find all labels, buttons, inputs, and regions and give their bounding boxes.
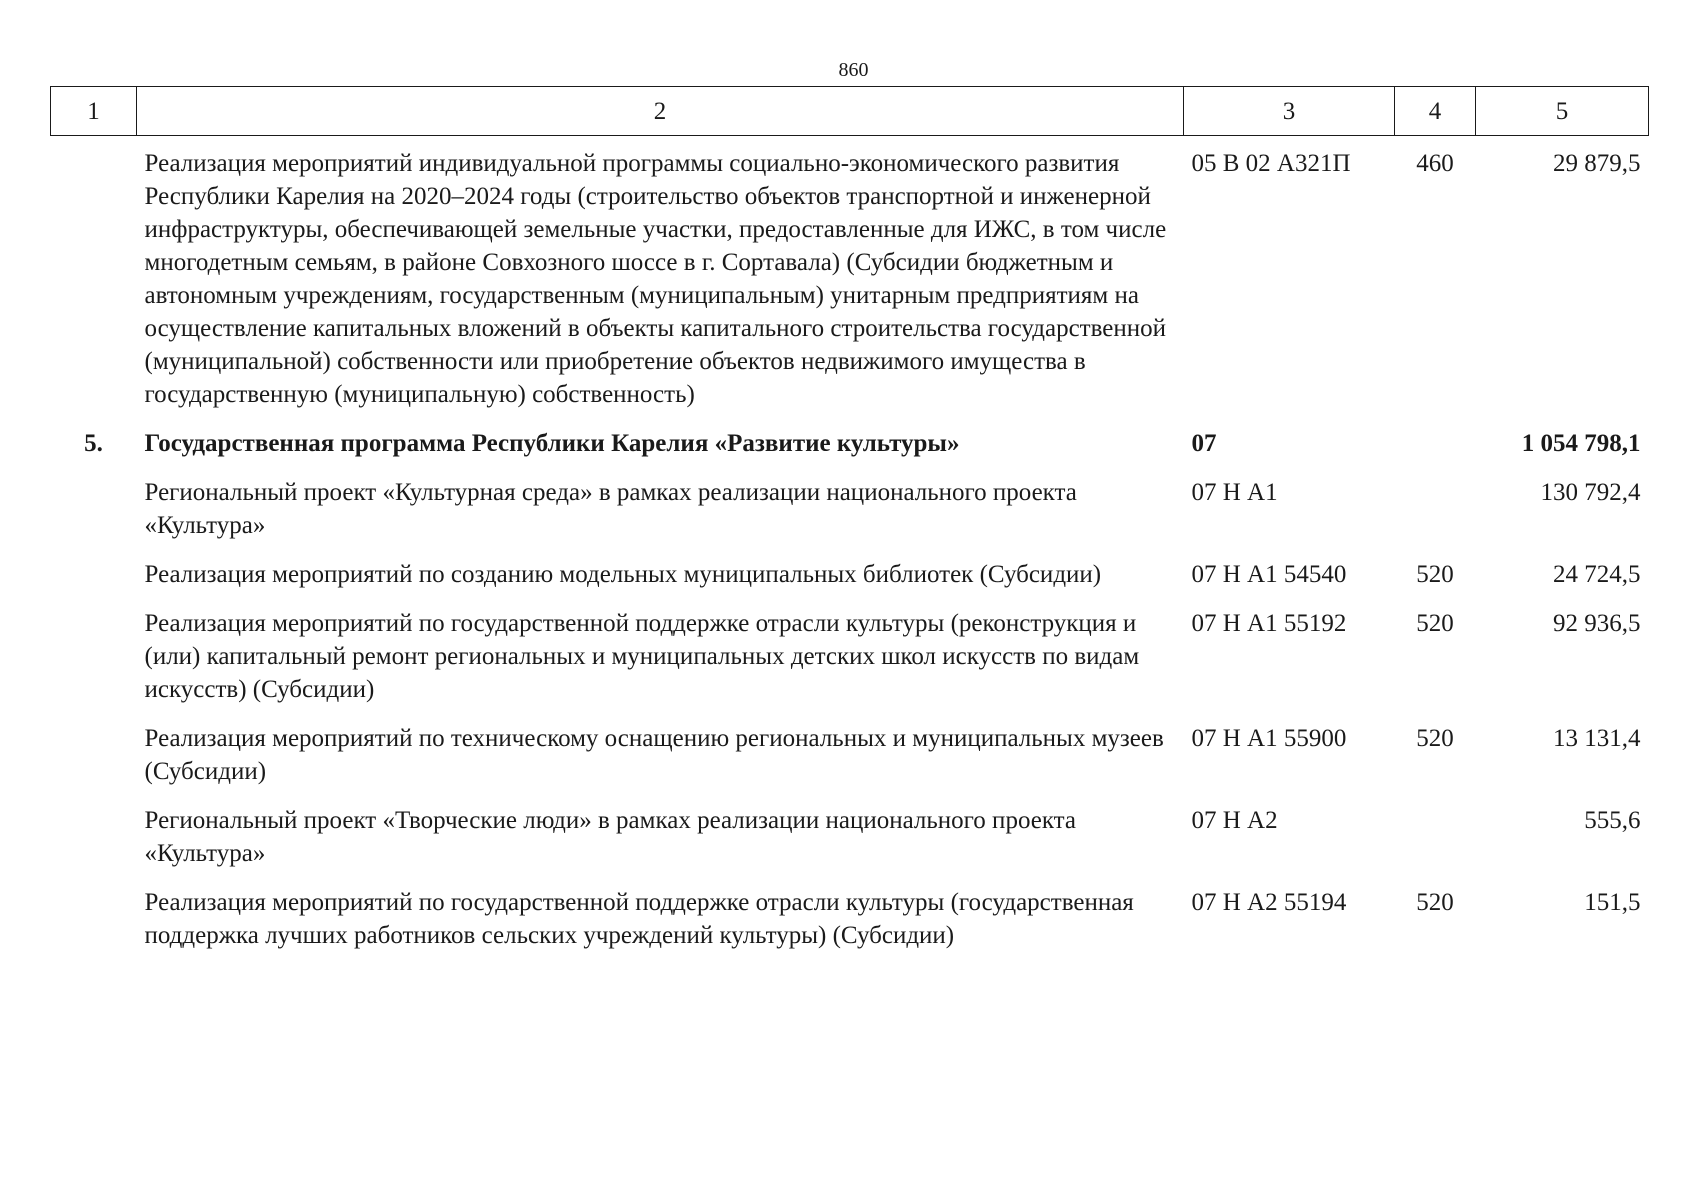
row-number <box>51 476 137 558</box>
row-name: Региональный проект «Культурная среда» в рамках реализации национального проекта «Культура» <box>144 479 1077 539</box>
row-number <box>51 558 137 607</box>
row-number <box>51 722 137 804</box>
table-row <box>51 558 1649 607</box>
row-name: Государственная программа Республики Карелия «Развитие культуры» <box>144 430 960 457</box>
table-row <box>51 886 1649 968</box>
budget-table <box>50 86 1649 968</box>
table-row <box>51 427 1649 476</box>
row-amount: 1 054 798,1 <box>1521 430 1641 457</box>
table-body <box>51 136 1649 969</box>
row-expense-type: 520 <box>1416 725 1454 752</box>
row-expense-type <box>1395 804 1476 886</box>
row-code: 05 В 02 А321П <box>1191 150 1351 177</box>
row-number: 5. <box>84 430 103 457</box>
row-name: Реализация мероприятий по созданию модельных муниципальных библиотек (Субсидии) <box>144 561 1102 588</box>
row-name: Региональный проект «Творческие люди» в рамках реализации национального проекта «Культура» <box>144 807 1076 867</box>
row-amount: 151,5 <box>1584 889 1641 916</box>
page-number: 860 <box>838 59 869 81</box>
row-amount: 29 879,5 <box>1553 150 1641 177</box>
row-number <box>51 607 137 722</box>
row-amount: 92 936,5 <box>1553 610 1641 637</box>
row-expense-type: 520 <box>1416 889 1454 916</box>
header-col-5: 5 <box>1476 87 1649 136</box>
row-amount: 24 724,5 <box>1553 561 1641 588</box>
row-expense-type: 460 <box>1416 150 1454 177</box>
row-code: 07 <box>1191 430 1217 457</box>
row-expense-type <box>1395 427 1476 476</box>
table-row <box>51 804 1649 886</box>
row-name: Реализация мероприятий индивидуальной программы социально-экономического развития Республики Карелия на 2020–2024 годы (строительство объектов транспортной и инженерной инфраструктуры, обеспечивающей земельные участки, предоставленные для ИЖС, в том числе многодетным семьям, в районе Совхозного шоссе в г. Сортавала) (Субсидии бюджетным и автономным учреждениям, государственным (муниципальным) унитарным предприятиям на осуществление капитальных вложений в объекты капитального строительства государственной (муниципальной) собственности или приобретение объектов недвижимого имущества в государственную (муниципальную) собственность) <box>144 150 1167 408</box>
row-number <box>51 886 137 968</box>
table-row <box>51 476 1649 558</box>
header-col-4: 4 <box>1395 87 1476 136</box>
table-row <box>51 607 1649 722</box>
row-code: 07 Н А1 55192 <box>1191 610 1347 637</box>
row-code: 07 Н А1 <box>1191 479 1278 506</box>
row-expense-type <box>1395 476 1476 558</box>
row-name: Реализация мероприятий по техническому оснащению региональных и муниципальных музеев (Субсидии) <box>144 725 1164 785</box>
row-name: Реализация мероприятий по государственной поддержке отрасли культуры (реконструкция и (или) капитальный ремонт региональных и муниципальных детских школ искусств по видам искусств) (Субсидии) <box>144 610 1140 703</box>
row-number <box>51 804 137 886</box>
row-code: 07 Н А1 55900 <box>1191 725 1347 752</box>
header-col-1: 1 <box>51 87 137 136</box>
header-col-2: 2 <box>137 87 1184 136</box>
row-amount: 13 131,4 <box>1553 725 1641 752</box>
header-col-3: 3 <box>1184 87 1395 136</box>
row-code: 07 Н А2 55194 <box>1191 889 1347 916</box>
row-name: Реализация мероприятий по государственной поддержке отрасли культуры (государственная поддержка лучших работников сельских учреждений культуры) (Субсидии) <box>144 889 1134 949</box>
row-code: 07 Н А2 <box>1191 807 1278 834</box>
table-row <box>51 136 1649 428</box>
row-amount: 130 792,4 <box>1540 479 1641 506</box>
row-expense-type: 520 <box>1416 610 1454 637</box>
row-number <box>51 136 137 428</box>
header-row <box>51 87 1649 136</box>
row-amount: 555,6 <box>1584 807 1641 834</box>
table-header <box>51 87 1649 136</box>
row-expense-type: 520 <box>1416 561 1454 588</box>
row-code: 07 Н А1 54540 <box>1191 561 1347 588</box>
table-row <box>51 722 1649 804</box>
